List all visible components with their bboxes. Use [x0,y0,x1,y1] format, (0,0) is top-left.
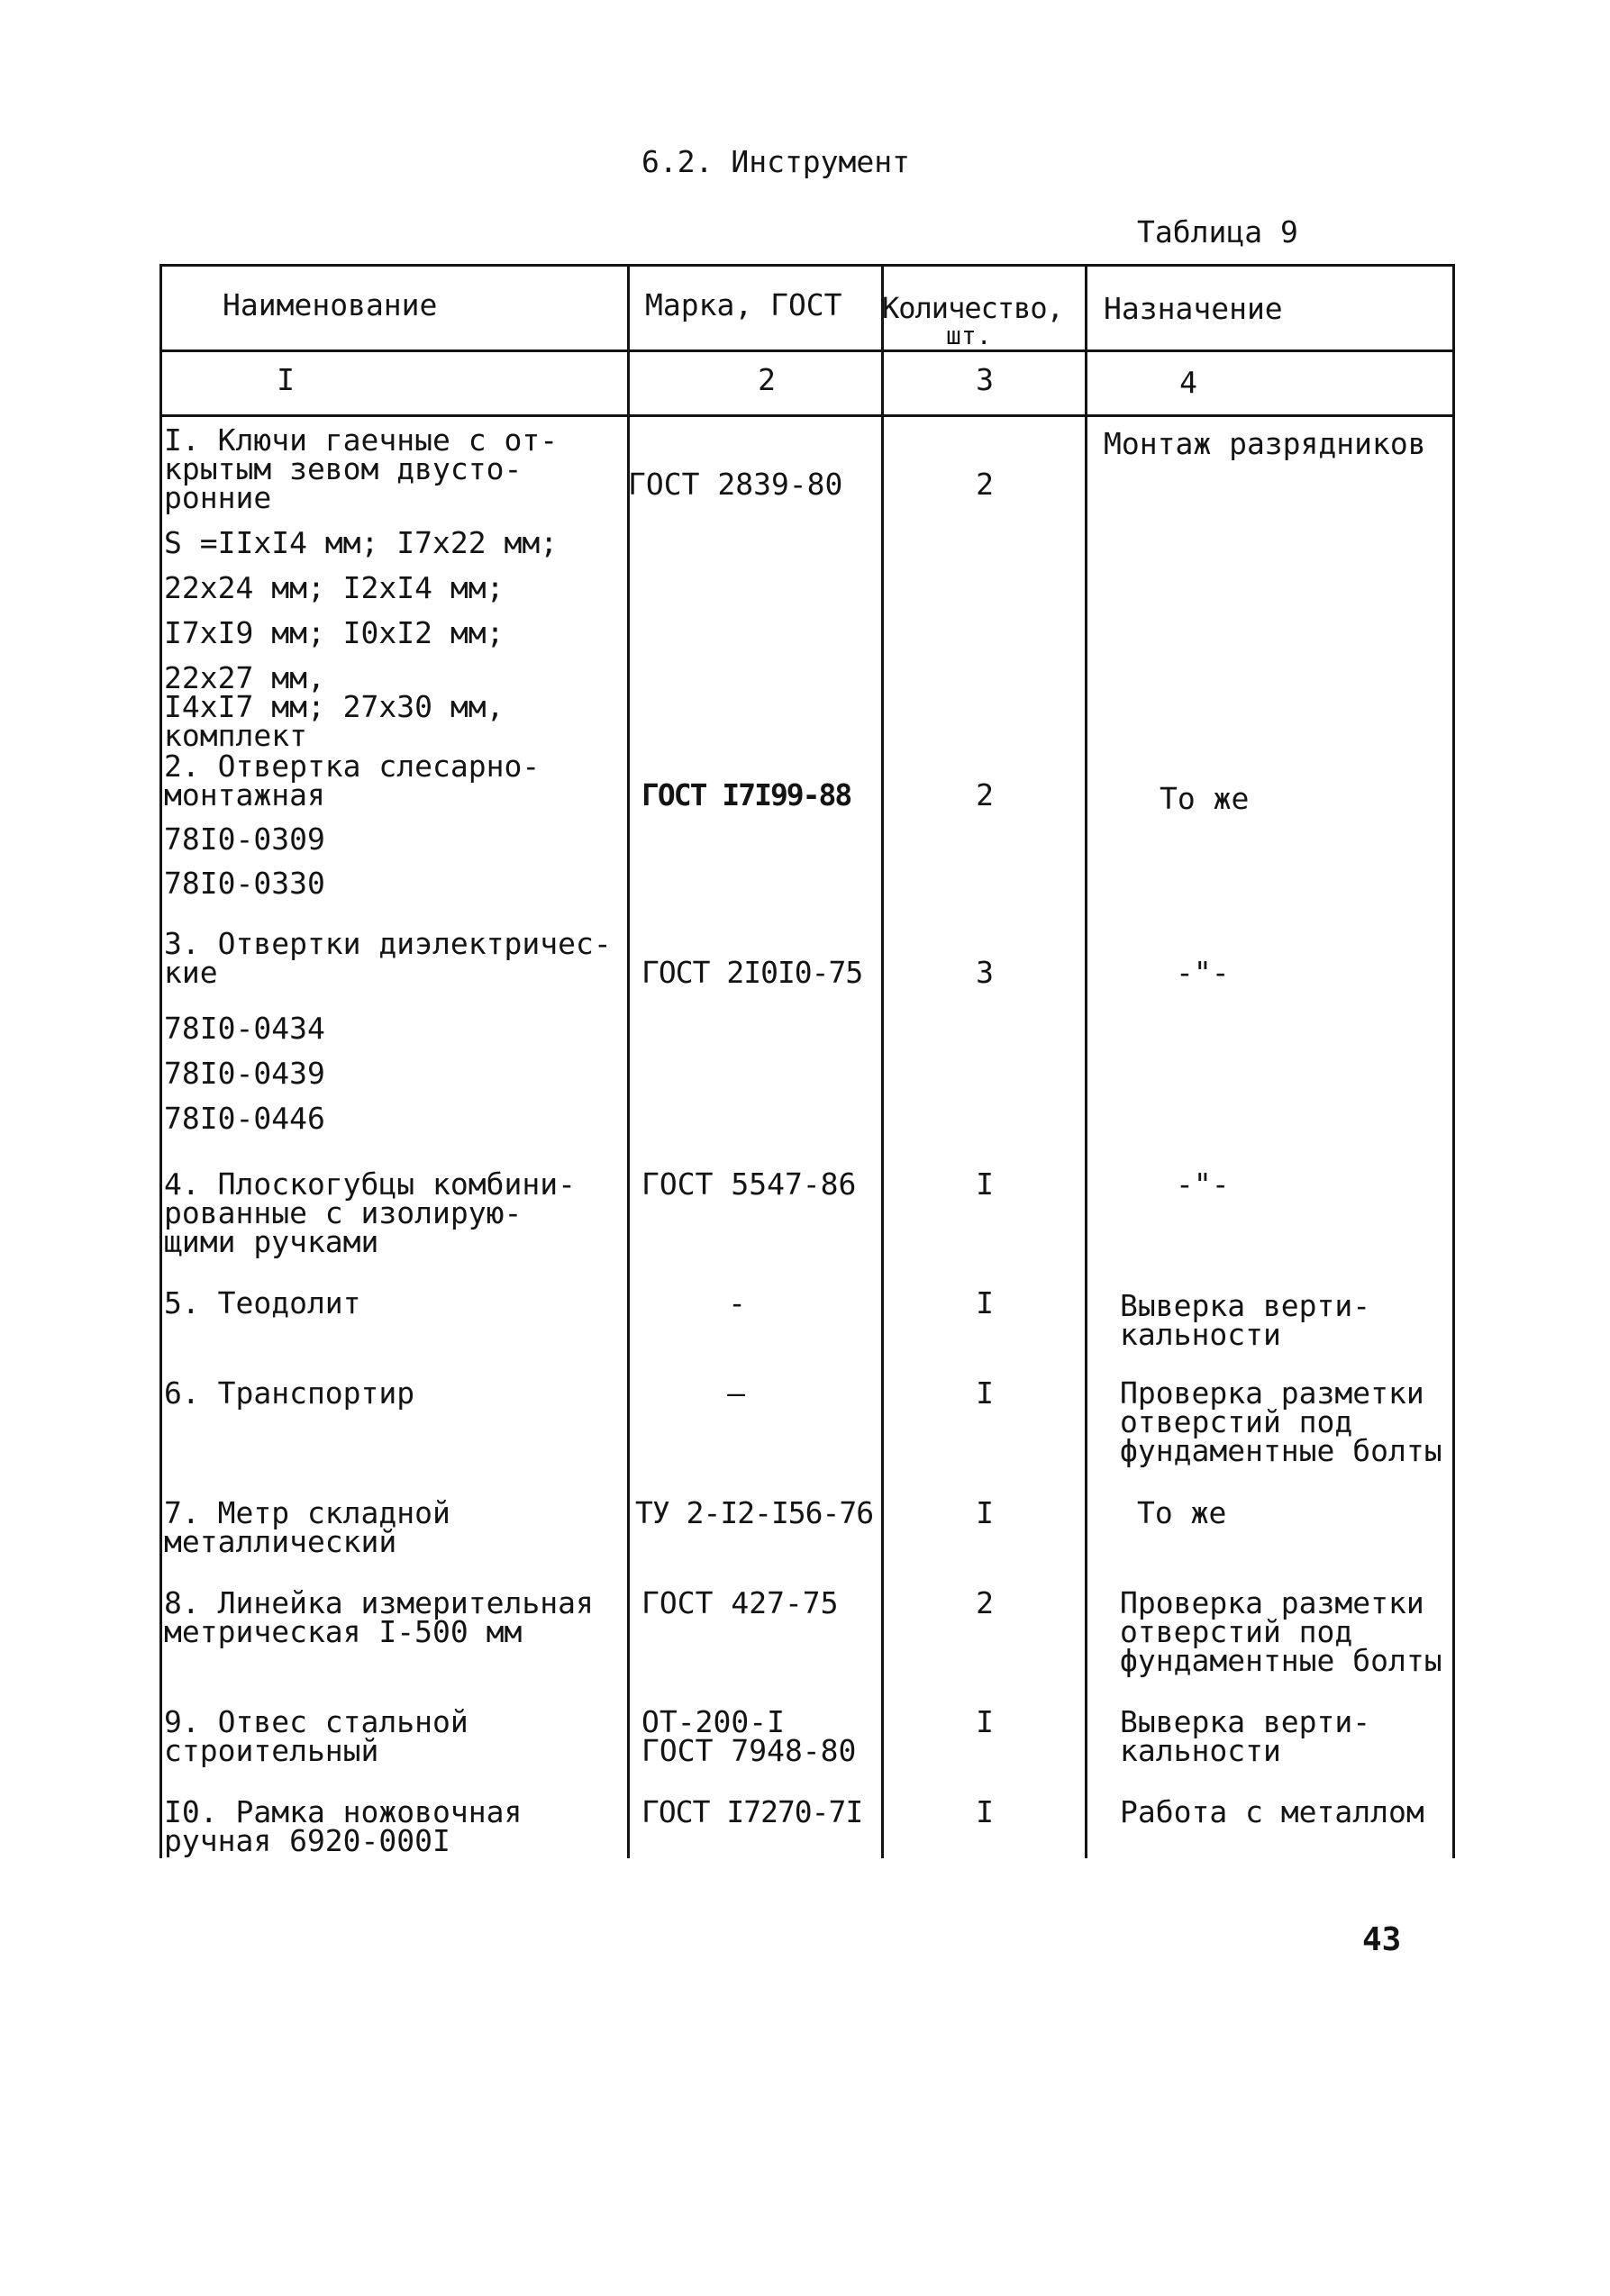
row-name-line: строительный [164,1733,379,1768]
row-qty: 2 [976,777,994,812]
row-extra-line: 22x27 мм, [164,660,325,695]
header-name: Наименование [223,287,438,322]
row-name-line: крытым зевом двусто- [164,451,523,486]
number-row-bottom-border [159,414,1455,417]
row-name-line: ручная 6920-000I [164,1823,450,1858]
row-mark: ГОСТ 5547-86 [641,1166,857,1202]
row-purpose: -"- [1176,955,1230,990]
column-divider-1 [627,264,630,1858]
header-bottom-border [159,349,1455,352]
column-number-1: I [277,362,295,397]
row-name-line: 4. Плоскогубцы комбини- [164,1166,576,1202]
row-extra-line: 78I0-0309 [164,821,325,857]
row-purpose-line: отверстий под [1120,1404,1353,1439]
row-qty: I [976,1375,994,1411]
row-qty: I [976,1704,994,1739]
row-purpose-line: Проверка разметки [1120,1585,1424,1620]
row-purpose: То же [1160,781,1250,816]
row-name-line: ронние [164,480,272,515]
header-purpose: Назначение [1104,291,1283,326]
row-extra-line: комплект [164,718,307,753]
column-number-2: 2 [758,362,776,397]
row-qty: I [976,1794,994,1829]
row-purpose-line: фундаментные болты [1120,1643,1442,1678]
column-number-3: 3 [976,362,994,397]
row-name-line: 9. Отвес стальной [164,1704,468,1739]
row-mark: ТУ 2-I2-I56-76 [635,1495,874,1530]
header-qty-unit: шт. [946,321,992,346]
row-mark-line: ОТ-200-I [641,1704,785,1739]
row-purpose-line: Проверка разметки [1120,1375,1424,1411]
row-purpose-line: Выверка верти- [1120,1288,1371,1323]
row-qty: I [976,1285,994,1320]
row-purpose: Монтаж разрядников [1104,426,1426,461]
row-extra-line: I7xI9 мм; I0xI2 мм; [164,615,505,650]
row-name-line: I0. Рамка ножовочная [164,1794,523,1829]
row-name-line: щими ручками [164,1224,379,1259]
row-purpose-line: кальности [1120,1733,1281,1768]
row-name-line: металлический [164,1524,397,1559]
row-name-line: метрическая I-500 мм [164,1614,523,1649]
row-qty: 2 [976,467,994,502]
row-name-line: 5. Теодолит [164,1285,361,1320]
row-mark: ГОСТ 2I0I0-75 [641,955,863,990]
table-right-border [1452,264,1455,1858]
row-extra-line: 22x24 мм; I2xI4 мм; [164,570,505,605]
row-purpose: То же [1137,1495,1227,1530]
row-extra-line: S =IIxI4 мм; I7x22 мм; [164,525,559,560]
row-name-line: рованные с изолирую- [164,1195,523,1230]
row-purpose: -"- [1176,1166,1230,1202]
row-purpose-line: фундаментные болты [1120,1433,1442,1468]
row-name-line: 7. Метр складной [164,1495,450,1530]
column-number-4: 4 [1179,365,1197,400]
row-extra-line: I4xI7 мм; 27x30 мм, [164,689,505,724]
row-extra-line: 78I0-0330 [164,866,325,901]
row-name-line: 2. Отвертка слесарно- [164,749,541,784]
row-mark: ГОСТ I7270-7I [641,1794,863,1829]
row-name-line: кие [164,955,218,990]
table-left-border [159,264,162,1858]
section-title: 6.2. Инструмент [641,144,911,179]
row-extra-line: 78I0-0439 [164,1056,325,1091]
row-name-line: 6. Транспортир [164,1375,415,1411]
header-qty: Количество, [882,291,1063,325]
row-mark-line: ГОСТ 7948-80 [641,1733,857,1768]
header-mark: Марка, ГОСТ [645,287,842,322]
column-divider-3 [1085,264,1087,1858]
table-label: Таблица 9 [1137,214,1298,250]
row-extra-line: 78I0-0434 [164,1011,325,1046]
row-mark: ГОСТ 427-75 [641,1585,839,1620]
row-purpose-line: отверстий под [1120,1614,1353,1649]
table-top-border [159,264,1455,267]
row-qty: I [976,1495,994,1530]
row-mark: — [727,1375,745,1411]
row-extra-line: 78I0-0446 [164,1101,325,1136]
column-divider-2 [881,264,884,1858]
row-name-line: 8. Линейка измерительная [164,1585,594,1620]
row-purpose-line: Выверка верти- [1120,1704,1371,1739]
row-mark: ГОСТ I7I99-88 [641,777,851,812]
row-qty: 2 [976,1585,994,1620]
row-mark: - [728,1285,746,1320]
row-purpose: Работа с металлом [1120,1794,1424,1829]
row-purpose-line: кальности [1120,1317,1281,1352]
page-number: 43 [1362,1921,1402,1958]
row-name-line: I. Ключи гаечные с от- [164,422,559,458]
row-mark: ГОСТ 2839-80 [628,467,843,502]
row-qty: 3 [976,955,994,990]
row-name-line: 3. Отвертки диэлектричес- [164,926,612,961]
row-name-line: монтажная [164,777,325,812]
row-qty: I [976,1166,994,1202]
